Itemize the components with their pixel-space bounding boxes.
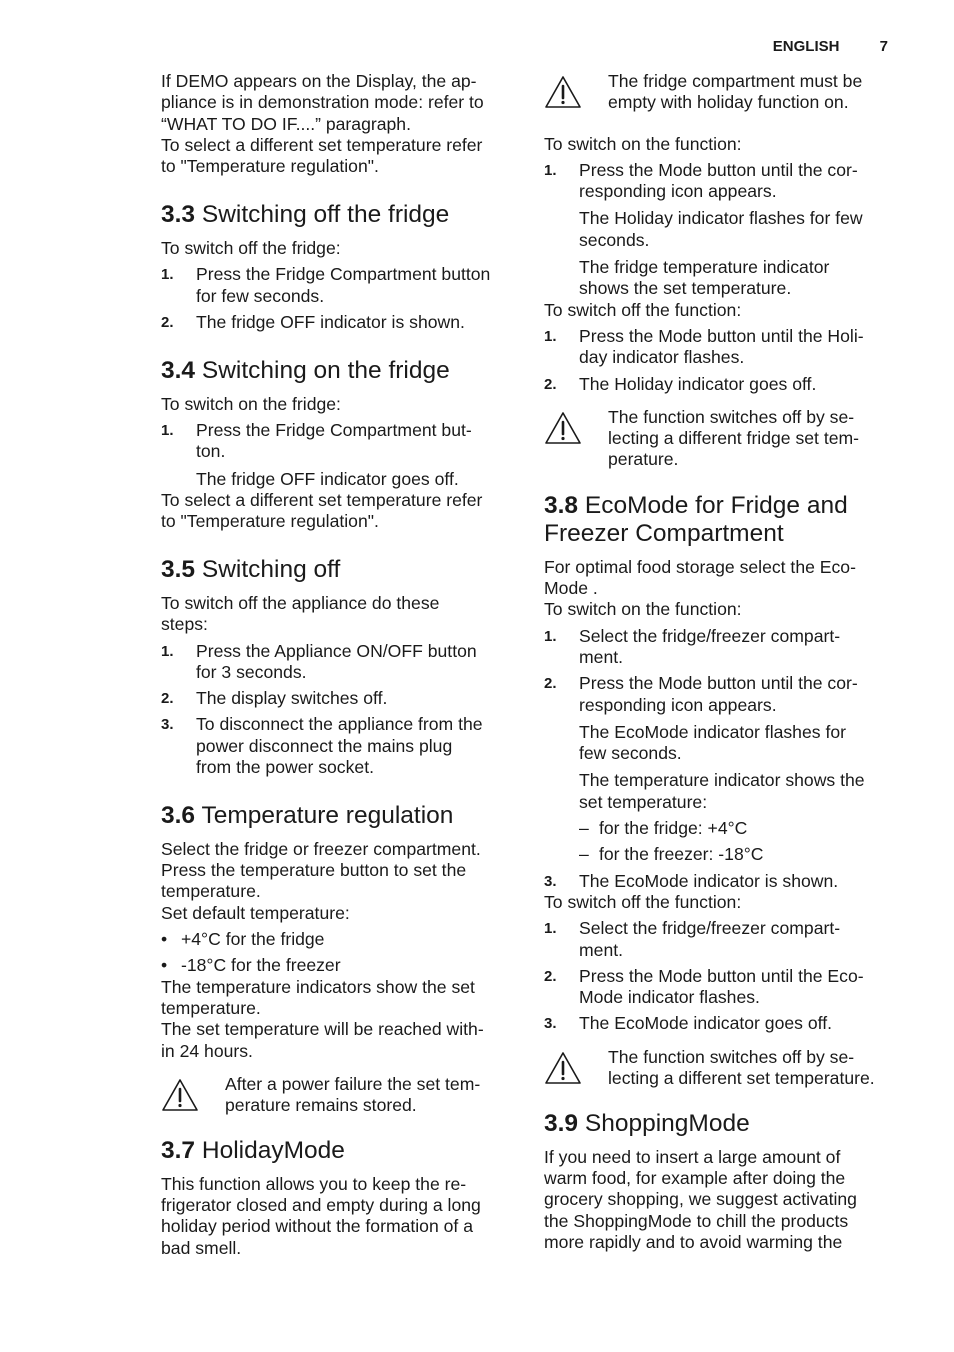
section-lead: Select the fridge or freezer compartment. Press the temperature button to set the temperature. Set default temperature: bbox=[161, 838, 481, 923]
step-item: 2. The fridge OFF indicator is shown. bbox=[161, 311, 465, 332]
section-lead: To switch off the appliance do these steps: bbox=[161, 592, 440, 635]
step-note: The fridge OFF indicator goes off. bbox=[196, 468, 459, 489]
section-lead: For optimal food storage select the Eco- Mode . To switch on the function: bbox=[544, 556, 856, 620]
section-paragraph: The temperature indicators show the set temperature. The set temperature will be reached with- in 24 hours. bbox=[161, 976, 484, 1061]
section-heading-3-7: 3.7 HolidayMode bbox=[161, 1137, 345, 1165]
section-lead: To switch on the function: bbox=[544, 133, 742, 154]
warning-note: The function switches off by se- lecting a different fridge set tem- perature. bbox=[544, 407, 900, 471]
step-item: 2. The display switches off. bbox=[161, 688, 388, 709]
section-heading-3-3: 3.3 Switching off the fridge bbox=[161, 201, 450, 229]
step-item: 1. Press the Fridge Compartment button for few seconds. bbox=[161, 264, 491, 306]
step-item: 2. The Holiday indicator goes off. bbox=[544, 373, 817, 394]
section-paragraph: To select a different set temperature refer to "Temperature regulation". bbox=[161, 489, 483, 532]
step-item: 3. The EcoMode indicator goes off. bbox=[544, 1013, 832, 1034]
step-note: The temperature indicator shows the set temperature: bbox=[579, 770, 865, 812]
section-lead: To switch on the fridge: bbox=[161, 393, 341, 414]
dash-item: – for the fridge: +4°C bbox=[579, 818, 748, 839]
step-note: The fridge temperature indicator shows the set temperature. bbox=[579, 257, 830, 299]
warning-icon bbox=[544, 407, 608, 445]
intro-paragraph: If DEMO appears on the Display, the ap- pliance is in demonstration mode: refer to “WHAT TO DO IF....” paragraph. To select a different set temperature refer to "Temperature regulation". bbox=[161, 71, 484, 177]
right-column bbox=[544, 71, 900, 1253]
warning-note: The function switches off by se- lecting a different set temperature. bbox=[544, 1047, 900, 1090]
section-heading-3-4: 3.4 Switching on the fridge bbox=[161, 357, 450, 385]
warning-icon bbox=[544, 1047, 608, 1085]
step-item: 1. Select the fridge/freezer compart- ment. bbox=[544, 918, 841, 960]
warning-icon bbox=[161, 1074, 225, 1112]
section-lead: To switch off the function: bbox=[544, 299, 742, 320]
section-lead: This function allows you to keep the re- frigerator closed and empty during a long holiday period without the formation of a bad smell. bbox=[161, 1173, 481, 1258]
section-lead: To switch off the function: bbox=[544, 891, 742, 912]
step-item: 1. Select the fridge/freezer compart- ment. bbox=[544, 625, 841, 667]
section-lead: To switch off the fridge: bbox=[161, 237, 341, 258]
step-item: 3. The EcoMode indicator is shown. bbox=[544, 870, 839, 891]
step-item: 2. Press the Mode button until the Eco- Mode indicator flashes. bbox=[544, 965, 864, 1008]
bullet-item: • -18°C for the freezer bbox=[161, 955, 341, 976]
bullet-item: • +4°C for the fridge bbox=[161, 929, 325, 950]
step-item: 1. Press the Appliance ON/OFF button for 3 seconds. bbox=[161, 640, 477, 682]
section-lead: If you need to insert a large amount of warm food, for example after doing the grocery shopping, we suggest activating the ShoppingMode to chill the products more rapidly and to avoid warming the bbox=[544, 1146, 857, 1252]
step-item: 1. Press the Fridge Compartment but- ton. bbox=[161, 419, 472, 462]
step-item: 3. To disconnect the appliance from the power disconnect the mains plug from the power socket. bbox=[161, 714, 483, 778]
step-item: 2. Press the Mode button until the cor- responding icon appears. bbox=[544, 673, 858, 715]
step-item: 1. Press the Mode button until the cor- responding icon appears. bbox=[544, 159, 858, 202]
warning-icon bbox=[544, 71, 608, 109]
section-heading-3-6: 3.6 Temperature regulation bbox=[161, 802, 454, 830]
left-column bbox=[161, 71, 517, 1259]
page-header bbox=[773, 38, 888, 55]
step-note: The Holiday indicator flashes for few seconds. bbox=[579, 208, 863, 250]
section-heading-3-9: 3.9 ShoppingMode bbox=[544, 1110, 750, 1138]
warning-note: After a power failure the set tem- perature remains stored. bbox=[161, 1074, 517, 1117]
page-number: 7 bbox=[879, 38, 888, 55]
step-item: 1. Press the Mode button until the Holi- day indicator flashes. bbox=[544, 325, 864, 368]
dash-item: – for the freezer: -18°C bbox=[579, 844, 764, 865]
language-label: ENGLISH bbox=[772, 38, 840, 55]
step-note: The EcoMode indicator flashes for few seconds. bbox=[579, 721, 846, 764]
section-heading-3-8: 3.8 EcoMode for Fridge and Freezer Compartment bbox=[544, 491, 848, 548]
section-heading-3-5: 3.5 Switching off bbox=[161, 556, 341, 584]
warning-note: The fridge compartment must be empty with holiday function on. bbox=[544, 71, 900, 114]
